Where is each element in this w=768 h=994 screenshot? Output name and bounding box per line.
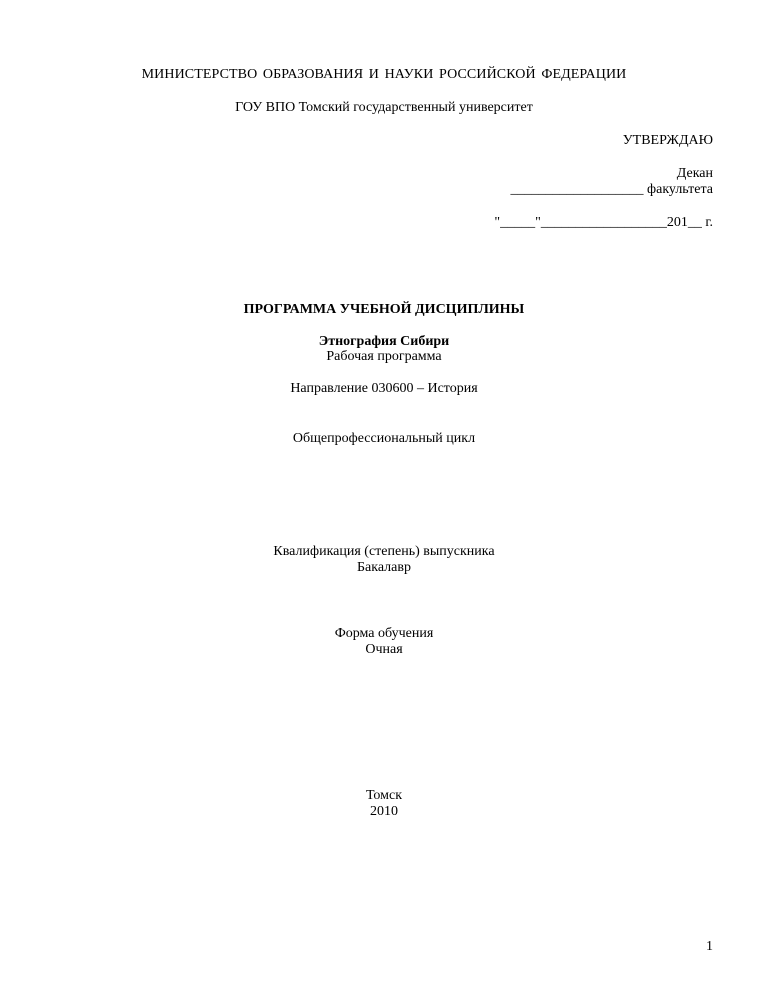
approval-heading: УТВЕРЖДАЮ [622, 133, 713, 148]
discipline-name: Этнография Сибири [318, 334, 450, 349]
program-title: ПРОГРАММА УЧЕБНОЙ ДИСЦИПЛИНЫ [243, 302, 525, 317]
study-form-label: Форма обучения [334, 626, 434, 641]
approval-date-line: "_____"__________________201__ г. [494, 215, 713, 230]
university-name: ГОУ ВПО Томский государственный университет [235, 100, 533, 115]
qualification-label: Квалификация (степень) выпускника [273, 544, 495, 559]
approval-faculty-line: ___________________ факультета [510, 182, 713, 197]
study-form-value: Очная [365, 642, 403, 657]
qualification-value: Бакалавр [357, 560, 411, 575]
year: 2010 [370, 804, 398, 819]
city: Томск [365, 788, 403, 803]
approval-role: Декан [676, 166, 713, 181]
discipline-cycle: Общепрофессиональный цикл [292, 431, 476, 446]
study-direction: Направление 030600 – История [290, 381, 478, 396]
ministry-heading: МИНИСТЕРСТВО ОБРАЗОВАНИЯ И НАУКИ РОССИЙСКОЙ ФЕДЕРАЦИИ [141, 67, 627, 82]
program-type: Рабочая программа [326, 349, 442, 364]
page-number: 1 [706, 939, 713, 954]
